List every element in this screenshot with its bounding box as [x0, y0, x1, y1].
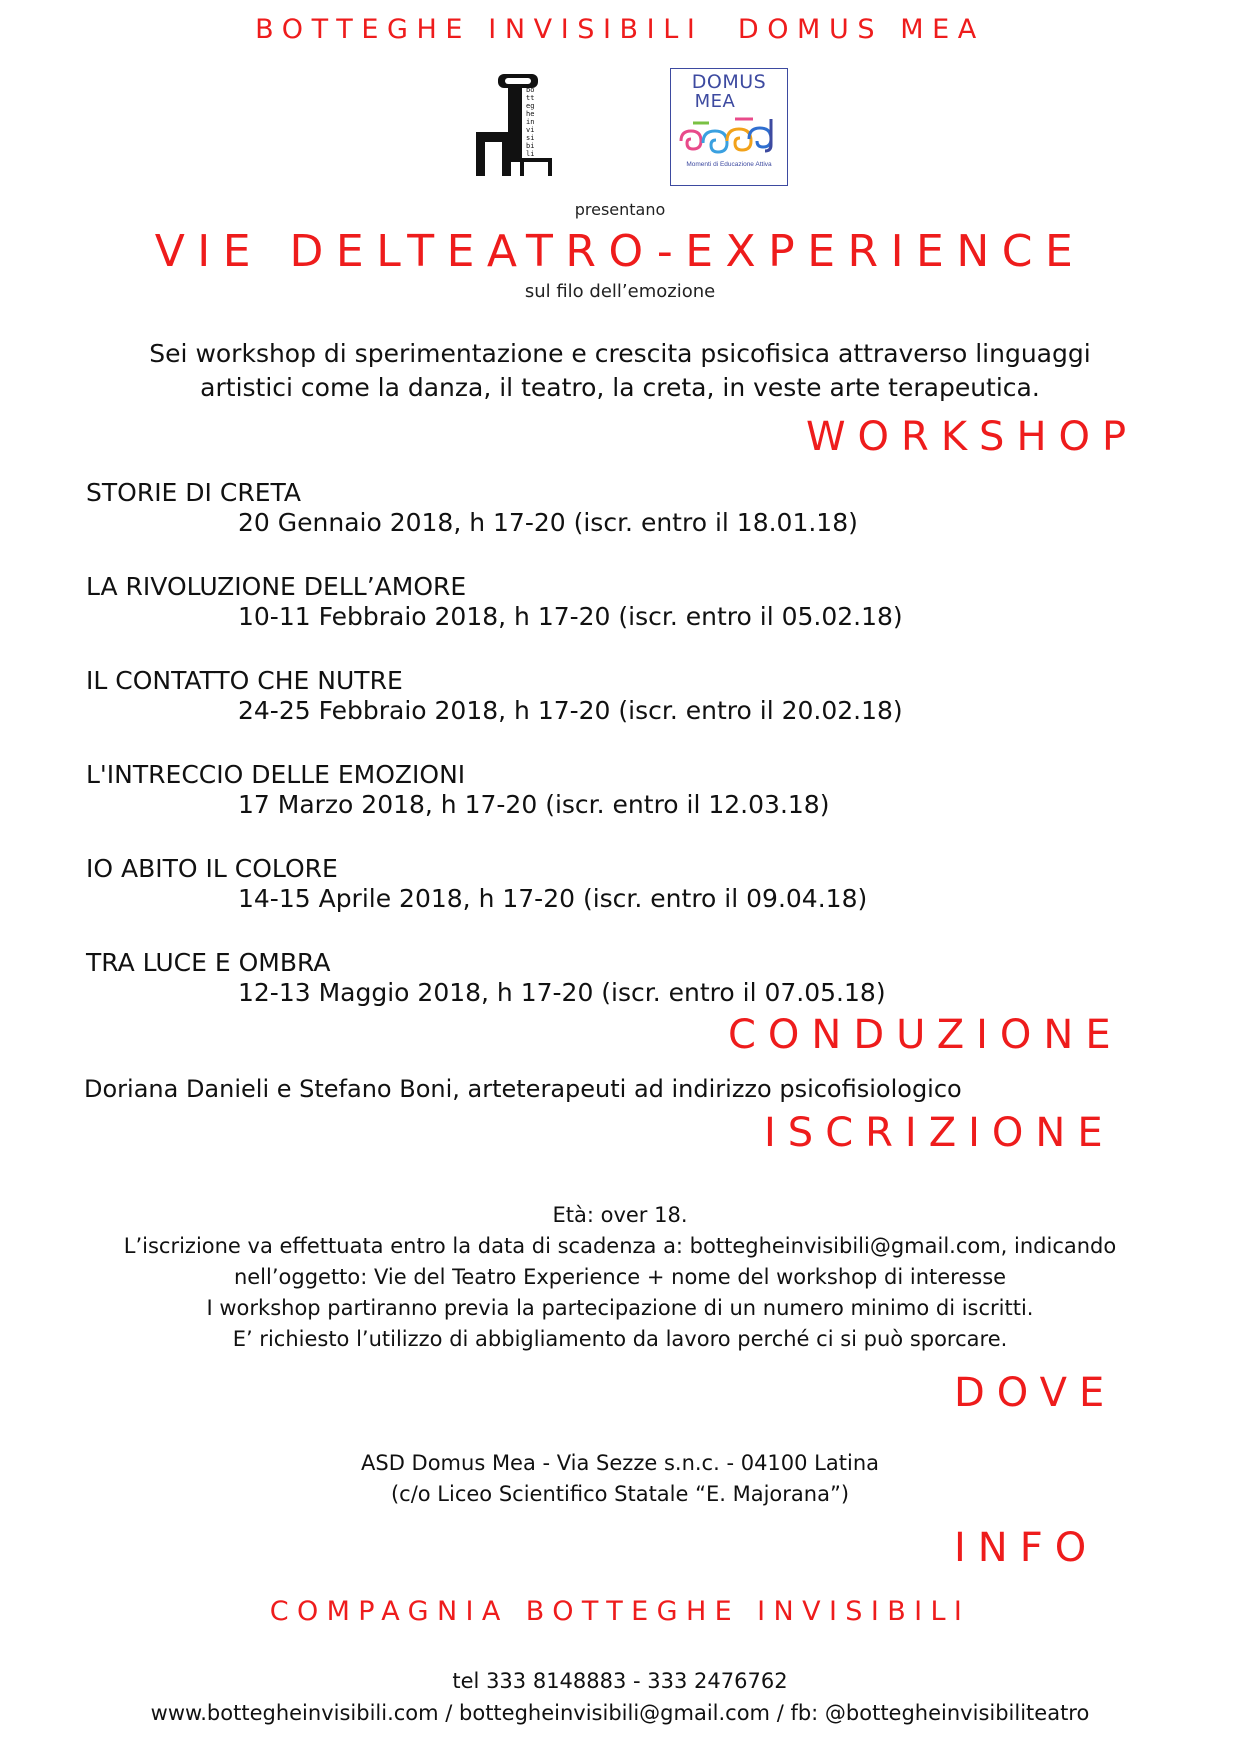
workshop-item	[86, 760, 1186, 854]
workshop-item	[86, 666, 1186, 760]
dove-line-1: ASD Domus Mea - Via Sezze s.n.c. - 04100 Latina	[361, 1451, 879, 1475]
workshop-name: L'INTRECCIO DELLE EMOZIONI	[86, 760, 466, 789]
logo-letters: he	[526, 110, 535, 118]
key-logo-icon	[476, 72, 566, 182]
workshop-name: STORIE DI CRETA	[86, 478, 301, 507]
workshop-date: 17 Marzo 2018, h 17-20 (iscr. entro il 12.03.18)	[238, 790, 830, 819]
intro-line-1: Sei workshop di sperimentazione e crescita psicofisica attraverso linguaggi	[149, 339, 1091, 368]
web-contacts: www.bottegheinvisibili.com / bottegheinvisibili@gmail.com / fb: @bottegheinvisibiliteatro	[150, 1701, 1090, 1725]
iscrizione-line: Età: over 18.	[552, 1203, 688, 1227]
iscrizione-line: L’iscrizione va effettuata entro la data di scadenza a: bottegheinvisibili@gmail.com, indicando	[123, 1234, 1117, 1258]
info-heading: INFO	[954, 1525, 1099, 1571]
logo-letters: vi	[526, 126, 535, 134]
workshop-name: TRA LUCE E OMBRA	[86, 948, 331, 977]
iscrizione-text	[0, 1200, 1240, 1355]
logo-letters: tt	[526, 94, 535, 102]
workshop-date: 12-13 Maggio 2018, h 17-20 (iscr. entro il 07.05.18)	[238, 978, 886, 1007]
domus-mea-logo	[670, 68, 788, 186]
intro-line-2: artistici come la danza, il teatro, la creta, in veste arte terapeutica.	[200, 373, 1040, 402]
intro-text	[0, 337, 1240, 405]
event-title: VIE DELTEATRO-EXPERIENCE	[154, 226, 1086, 277]
header-title: BOTTEGHE INVISIBILI DOMUS MEA	[255, 14, 985, 45]
botteghe-invisibili-logo	[476, 72, 566, 182]
logo-letters: in	[526, 118, 535, 126]
workshop-list	[86, 478, 1186, 1042]
logo-letters: li	[526, 150, 535, 158]
iscrizione-heading: ISCRIZIONE	[764, 1110, 1115, 1156]
dove-address	[0, 1448, 1240, 1510]
workshop-item	[86, 572, 1186, 666]
workshop-name: IO ABITO IL COLORE	[86, 854, 338, 883]
domus-mea-tagline: Momenti di Educazione Attiva	[686, 161, 772, 168]
domus-mea-word-mea: MEA	[694, 91, 736, 112]
logo-letters: bi	[526, 142, 535, 150]
conduzione-text: Doriana Danieli e Stefano Boni, arteterapeuti ad indirizzo psicofisiologico	[84, 1075, 962, 1103]
workshop-item	[86, 854, 1186, 948]
logo-letters: bo	[526, 86, 535, 94]
workshop-heading: WORKSHOP	[806, 414, 1139, 460]
iscrizione-line: E’ richiesto l’utilizzo di abbigliamento da lavoro perché ci si può sporcare.	[232, 1327, 1008, 1351]
workshop-date: 10-11 Febbraio 2018, h 17-20 (iscr. entro il 05.02.18)	[238, 602, 903, 631]
workshop-date: 24-25 Febbraio 2018, h 17-20 (iscr. entro il 20.02.18)	[238, 696, 903, 725]
dove-heading: DOVE	[954, 1370, 1117, 1416]
domus-mea-word-domus: DOMUS	[691, 71, 767, 93]
logo-letters: eg	[526, 102, 535, 110]
iscrizione-line: I workshop partiranno previa la partecipazione di un numero minimo di iscritti.	[206, 1296, 1034, 1320]
company-name: COMPAGNIA BOTTEGHE INVISIBILI	[269, 1596, 971, 1627]
iscrizione-line: nell’oggetto: Vie del Teatro Experience + nome del workshop di interesse	[233, 1265, 1007, 1289]
workshop-date: 14-15 Aprile 2018, h 17-20 (iscr. entro il 09.04.18)	[238, 884, 868, 913]
workshop-date: 20 Gennaio 2018, h 17-20 (iscr. entro il 18.01.18)	[238, 508, 858, 537]
presentano-label: presentano	[574, 200, 666, 219]
spirals-icon	[675, 113, 783, 157]
event-subtitle: sul filo dell’emozione	[524, 281, 716, 302]
contact-info	[0, 1665, 1240, 1729]
workshop-item	[86, 478, 1186, 572]
dove-line-2: (c/o Liceo Scientifico Statale “E. Majorana”)	[390, 1482, 850, 1506]
phone-numbers: tel 333 8148883 - 333 2476762	[452, 1669, 788, 1693]
conduzione-heading: CONDUZIONE	[728, 1012, 1123, 1058]
logo-letters: si	[526, 134, 535, 142]
workshop-name: IL CONTATTO CHE NUTRE	[86, 666, 403, 695]
workshop-name: LA RIVOLUZIONE DELL’AMORE	[86, 572, 467, 601]
